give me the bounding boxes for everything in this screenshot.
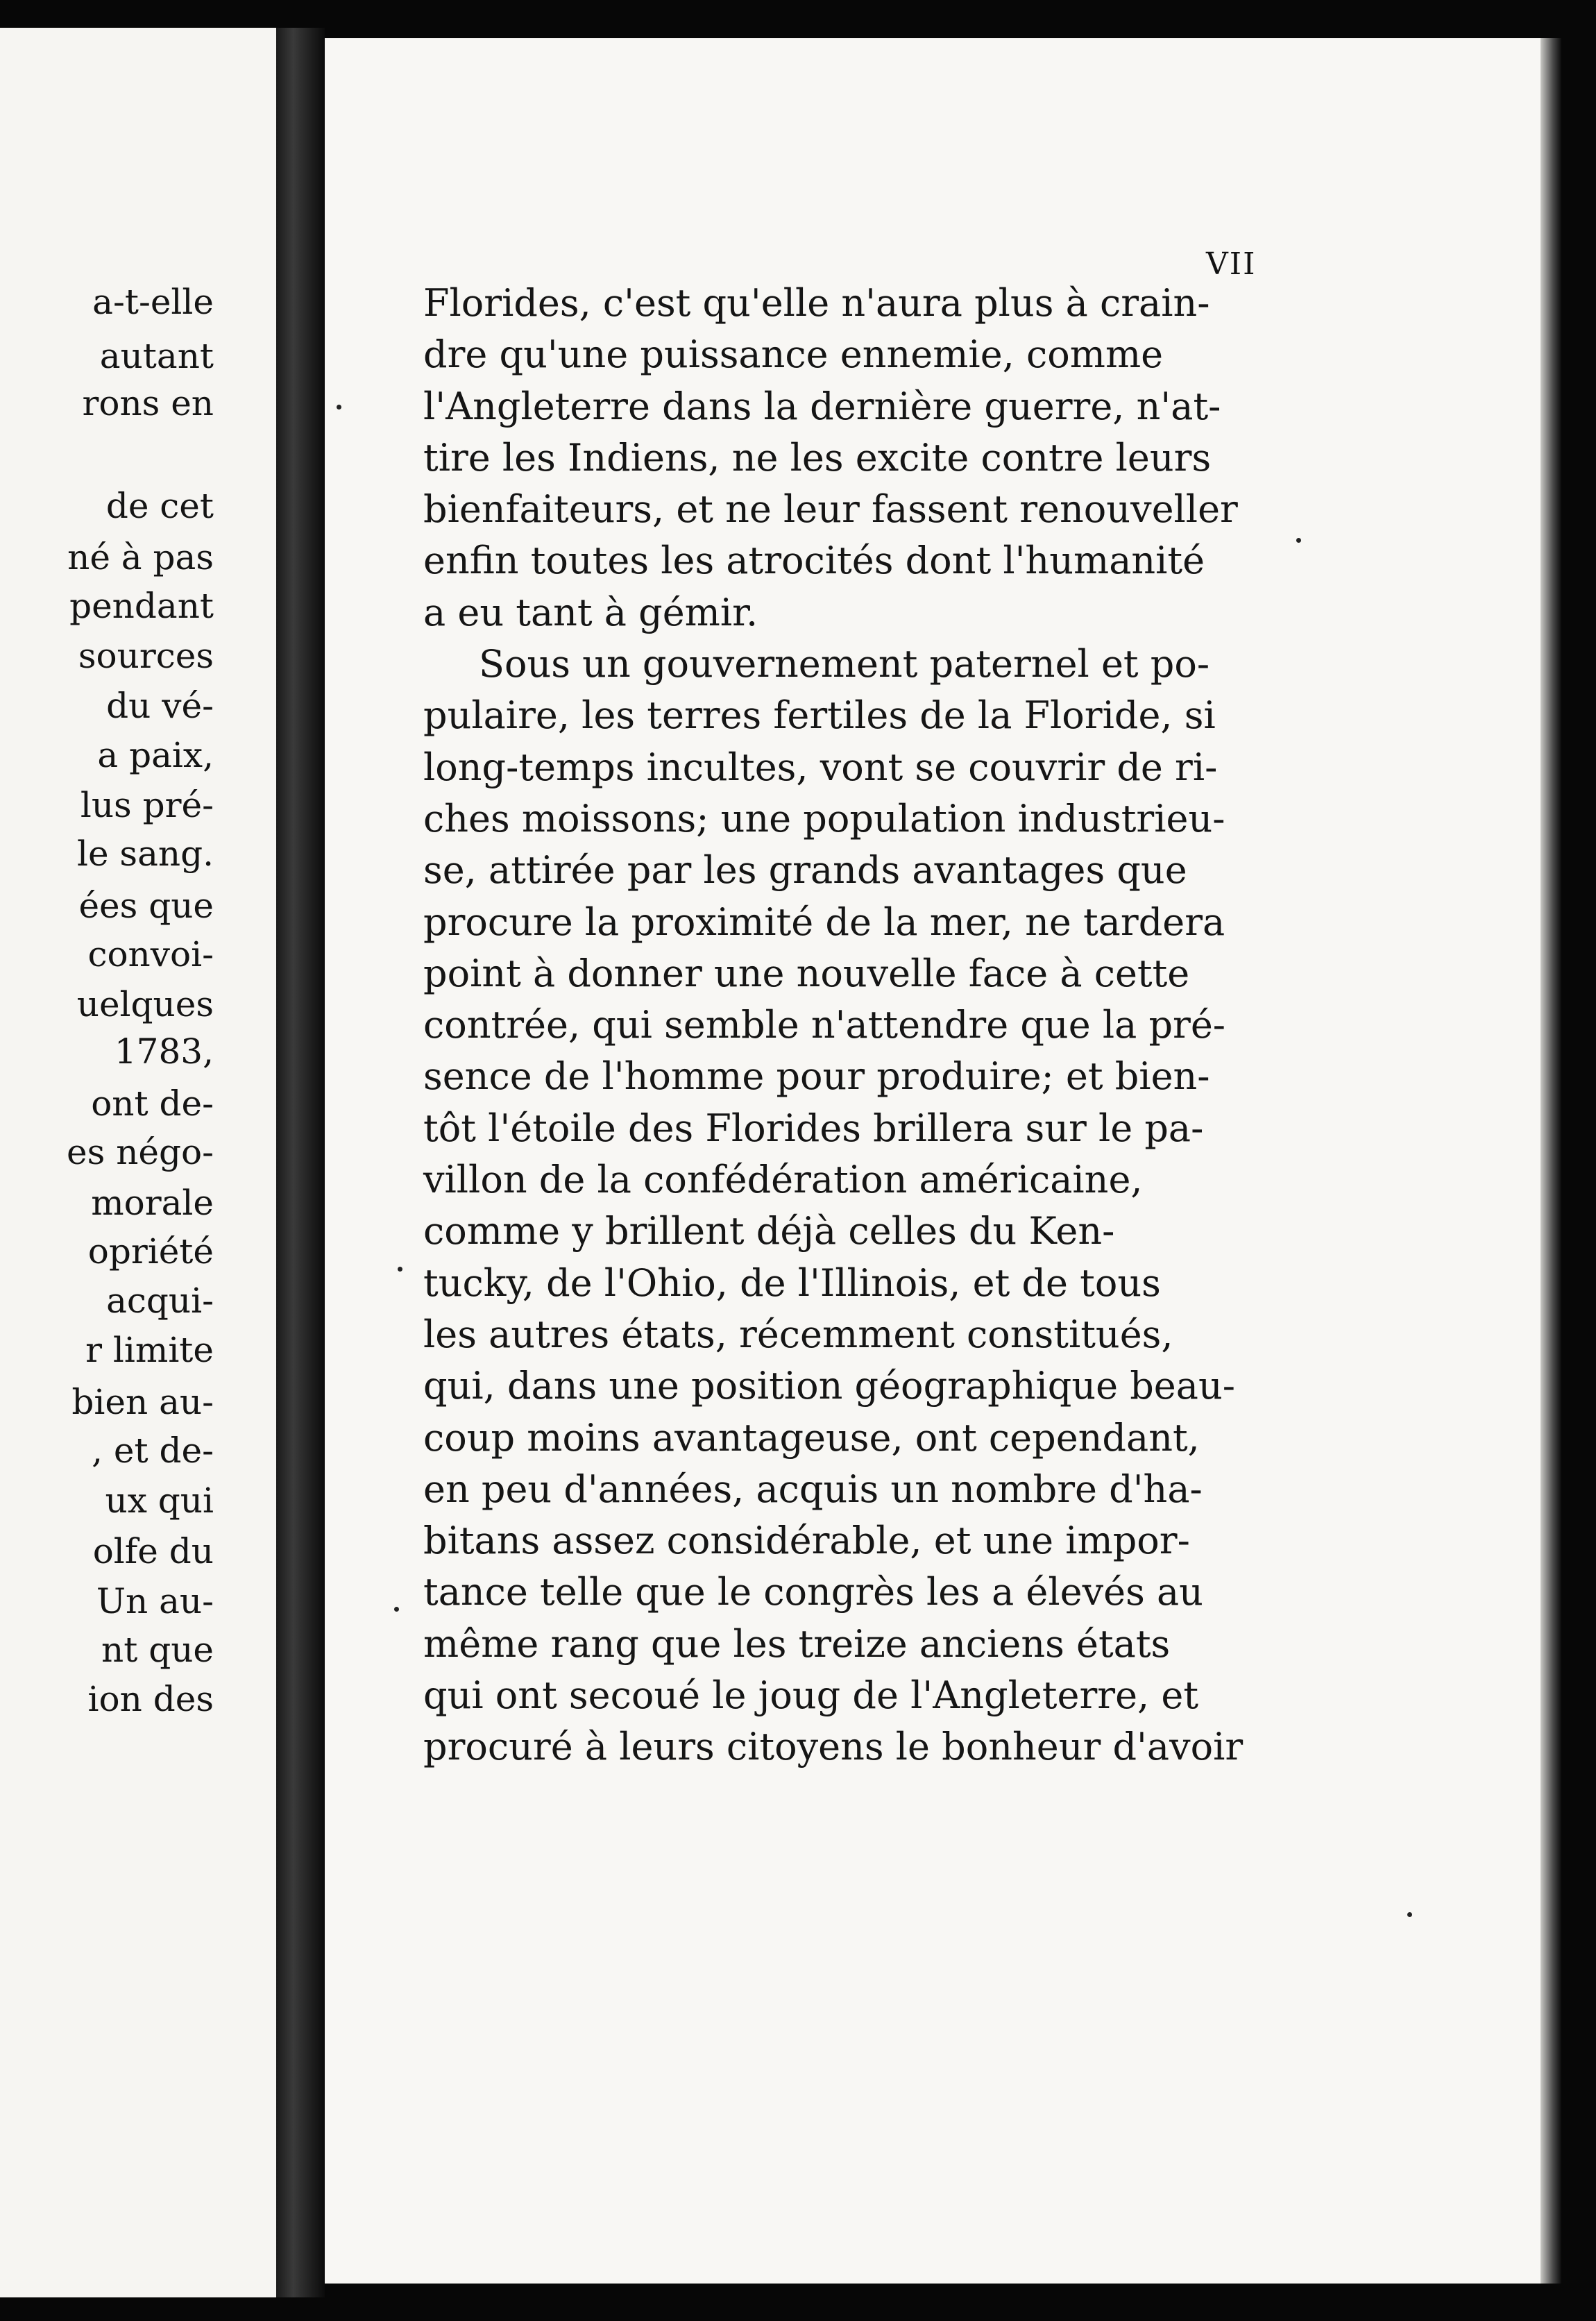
text-line: coup moins avantageuse, ont cependant, [423, 1415, 1200, 1460]
left-page-line: Un au- [96, 1581, 214, 1621]
text-line: contrée, qui semble n'attendre que la pré- [423, 1003, 1226, 1047]
text-line: procuré à leurs citoyens le bonheur d'avoir [423, 1725, 1243, 1769]
ink-speck [398, 1267, 402, 1272]
left-page-line: a paix, [97, 735, 214, 775]
ink-speck [1296, 538, 1301, 543]
left-page-line: lus pré- [80, 785, 214, 825]
left-page-line: es négo- [67, 1132, 214, 1172]
text-line: bienfaiteurs, et ne leur fassent renouveller [423, 487, 1238, 532]
text-line: villon de la confédération américaine, [423, 1158, 1143, 1202]
text-line: bitans assez considérable, et une impor- [423, 1519, 1190, 1563]
ink-speck [394, 1607, 399, 1612]
left-page-line: sources [78, 636, 214, 676]
left-page-line: acqui- [106, 1281, 214, 1321]
text-line: tire les Indiens, ne les excite contre leurs [423, 435, 1212, 480]
text-line: Sous un gouvernement paternel et po- [479, 642, 1210, 686]
right-page [325, 38, 1560, 2284]
text-line: pulaire, les terres fertiles de la Floride, si [423, 693, 1216, 738]
text-line: enfin toutes les atrocités dont l'humanité [423, 539, 1205, 583]
left-page-line: ux qui [105, 1480, 214, 1521]
left-page-fragment [0, 28, 276, 2297]
text-line: tance telle que le congrès les a élevés au [423, 1570, 1203, 1614]
text-line: Florides, c'est qu'elle n'aura plus à crain- [423, 281, 1210, 325]
text-line: a eu tant à gémir. [423, 590, 758, 634]
left-page-line: r limite [85, 1330, 214, 1370]
text-line: tucky, de l'Ohio, de l'Illinois, et de tous [423, 1260, 1161, 1305]
text-line: long-temps incultes, vont se couvrir de ri- [423, 745, 1218, 789]
left-page-line: morale [91, 1183, 214, 1223]
left-page-line: né à pas [67, 537, 214, 577]
left-page-line: bien au- [71, 1382, 214, 1422]
left-page-line: autant [99, 336, 214, 376]
page-number: VII [1206, 246, 1257, 282]
text-line: point à donner une nouvelle face à cette [423, 951, 1190, 995]
text-line: ches moissons; une population industrieu- [423, 796, 1225, 841]
text-line: qui ont secoué le joug de l'Angleterre, et [423, 1673, 1199, 1718]
ink-speck [1407, 1912, 1412, 1917]
left-page-line: 1783, [114, 1031, 214, 1072]
book-gutter [276, 28, 325, 2297]
left-page-line: de cet [105, 486, 214, 526]
left-page-line: uelques [76, 984, 214, 1024]
text-line: procure la proximité de la mer, ne tardera [423, 900, 1225, 944]
left-page-line: ées que [78, 886, 214, 926]
left-page-line: opriété [87, 1231, 214, 1272]
left-page-line: rons en [82, 383, 214, 423]
left-page-line: ion des [87, 1679, 214, 1719]
page-edge [1540, 38, 1561, 2284]
right-page-text [423, 278, 1560, 1773]
text-line: l'Angleterre dans la dernière guerre, n'at- [423, 384, 1221, 428]
text-line: comme y brillent déjà celles du Ken- [423, 1209, 1115, 1254]
text-line: les autres états, récemment constitués, [423, 1312, 1173, 1356]
left-page-line: du vé- [106, 686, 214, 726]
text-line: sence de l'homme pour produire; et bien- [423, 1054, 1210, 1099]
left-page-line: olfe du [92, 1531, 214, 1571]
text-line: tôt l'étoile des Florides brillera sur le pa- [423, 1106, 1204, 1150]
text-line: dre qu'une puissance ennemie, comme [423, 332, 1164, 377]
left-page-line: pendant [69, 586, 214, 626]
left-page-line: le sang. [76, 834, 214, 874]
text-line: qui, dans une position géographique beau- [423, 1364, 1235, 1408]
left-page-line: , et de- [92, 1430, 214, 1471]
left-page-line: ont de- [91, 1083, 214, 1124]
left-page-line: a-t-elle [92, 282, 214, 322]
ink-speck [337, 405, 341, 410]
text-line: en peu d'années, acquis un nombre d'ha- [423, 1467, 1203, 1511]
left-page-line: convoi- [87, 934, 214, 974]
text-line: se, attirée par les grands avantages que [423, 848, 1187, 893]
text-line: même rang que les treize anciens états [423, 1621, 1171, 1666]
left-page-line: nt que [101, 1630, 214, 1670]
